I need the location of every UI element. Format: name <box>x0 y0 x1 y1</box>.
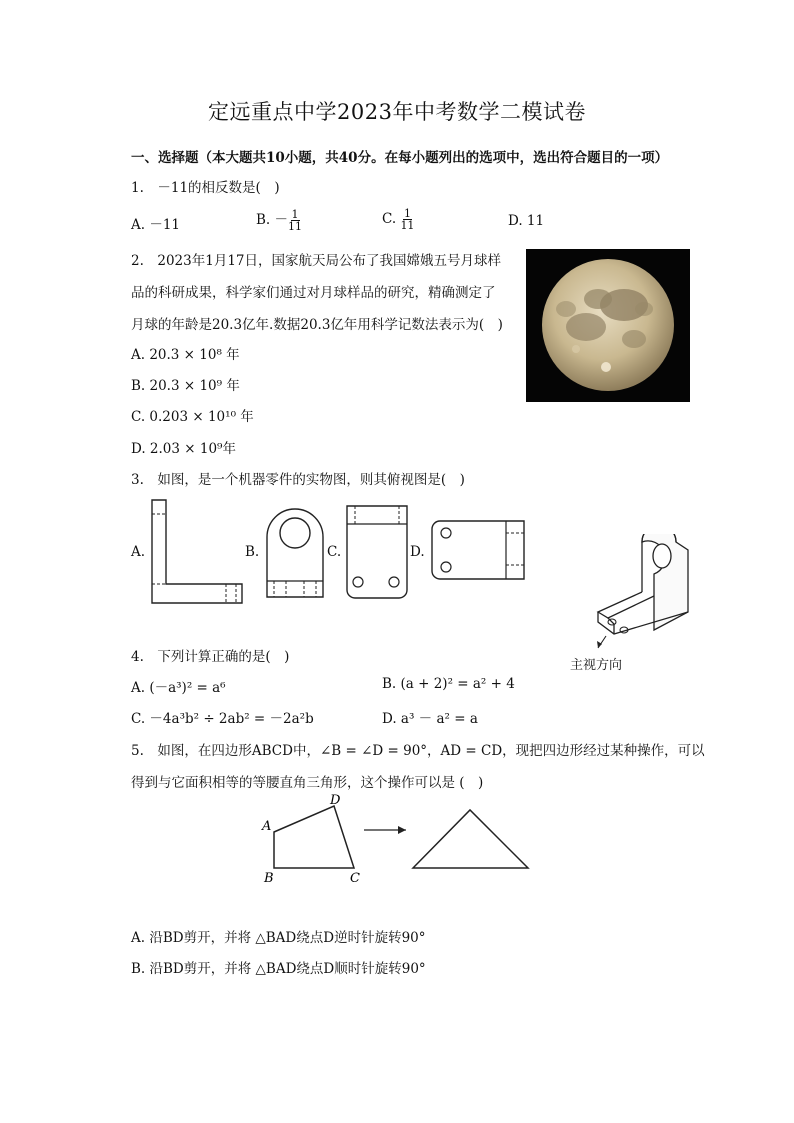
q1-option-b-numerator: 1 <box>291 208 299 221</box>
q1-option-c-fraction <box>400 208 414 231</box>
arrow-icon <box>398 826 406 834</box>
q3-option-d-figure <box>430 519 526 583</box>
moon-image <box>526 249 690 402</box>
question-4-stem: 4. 下列计算正确的是( ) <box>131 649 290 665</box>
q1-option-a: A. －11 <box>131 217 181 233</box>
quadrilateral-abcd <box>274 806 354 868</box>
q1-option-b-fraction <box>288 209 302 232</box>
question-2-line-3: 月球的年龄是20.3亿年.数据20.3亿年用科学记数法表示为( ) <box>131 317 503 333</box>
q5-diagram <box>258 790 538 885</box>
q1-option-b <box>256 208 302 232</box>
q1-option-d: D. 11 <box>508 213 545 229</box>
q2-option-b: B. 20.3 × 10⁹ 年 <box>131 378 240 394</box>
view-direction-caption: 主视方向 <box>570 658 623 673</box>
question-2-line-2: 品的科研成果，科学家们通过对月球样品的研究，精确测定了 <box>131 285 496 301</box>
q5-label-a: A <box>262 819 272 834</box>
moon-photo <box>526 249 690 402</box>
q5-option-b: B. 沿BD剪开，并将 △BAD绕点D顺时针旋转90° <box>131 961 426 977</box>
page-title: 定远重点中学2023年中考数学二模试卷 <box>208 100 586 124</box>
machine-part-figure <box>566 534 692 674</box>
question-1-stem: 1. －11的相反数是( ) <box>131 180 280 196</box>
q3-option-c-label: C. <box>327 544 342 560</box>
q5-label-b: B <box>264 871 274 885</box>
q5-option-a: A. 沿BD剪开，并将 △BAD绕点D逆时针旋转90° <box>131 930 426 946</box>
q3-option-a-label: A. <box>131 544 146 560</box>
q4-option-b: B. (a + 2)² = a² + 4 <box>382 676 515 692</box>
question-5-line-2: 得到与它面积相等的等腰直角三角形，这个操作可以是 ( ) <box>131 775 484 791</box>
q1-option-b-denominator: 11 <box>288 220 303 233</box>
section-heading: 一、选择题（本大题共10小题，共40分。在每小题列出的选项中，选出符合题目的一项） <box>131 150 669 166</box>
question-5-line-1: 5. 如图，在四边形ABCD中，∠B = ∠D = 90°，AD = CD，现把四边形经过某种操作，可以 <box>131 743 705 759</box>
q3-option-c-figure <box>345 504 409 600</box>
question-3-stem: 3. 如图，是一个机器零件的实物图，则其俯视图是( ) <box>131 472 465 488</box>
q3-option-b-figure <box>264 507 326 599</box>
q4-option-a: A. (－a³)² = a⁶ <box>131 680 226 696</box>
q3-option-a-figure <box>150 498 246 606</box>
q1-option-c <box>382 208 414 231</box>
isosceles-right-triangle <box>413 810 528 868</box>
q3-option-d-label: D. <box>410 544 425 560</box>
question-2-line-1: 2. 2023年1月17日，国家航天局公布了我国嫦娥五号月球样 <box>131 253 502 269</box>
q2-option-c: C. 0.203 × 10¹⁰ 年 <box>131 409 254 425</box>
q2-option-a: A. 20.3 × 10⁸ 年 <box>131 347 240 363</box>
q5-label-c: C <box>350 871 360 885</box>
q3-option-b-label: B. <box>245 544 260 560</box>
q1-option-c-numerator: 1 <box>403 207 411 220</box>
q4-option-c: C. －4a³b² ÷ 2ab² = －2a²b <box>131 711 314 727</box>
q2-option-d: D. 2.03 × 10⁹年 <box>131 441 236 457</box>
q5-label-d: D <box>330 793 341 808</box>
q1-option-c-denominator: 11 <box>400 219 415 232</box>
q1-option-b-prefix: B. － <box>256 212 289 228</box>
q1-option-c-prefix: C. <box>382 211 401 227</box>
q4-option-d: D. a³ － a² = a <box>382 711 478 727</box>
